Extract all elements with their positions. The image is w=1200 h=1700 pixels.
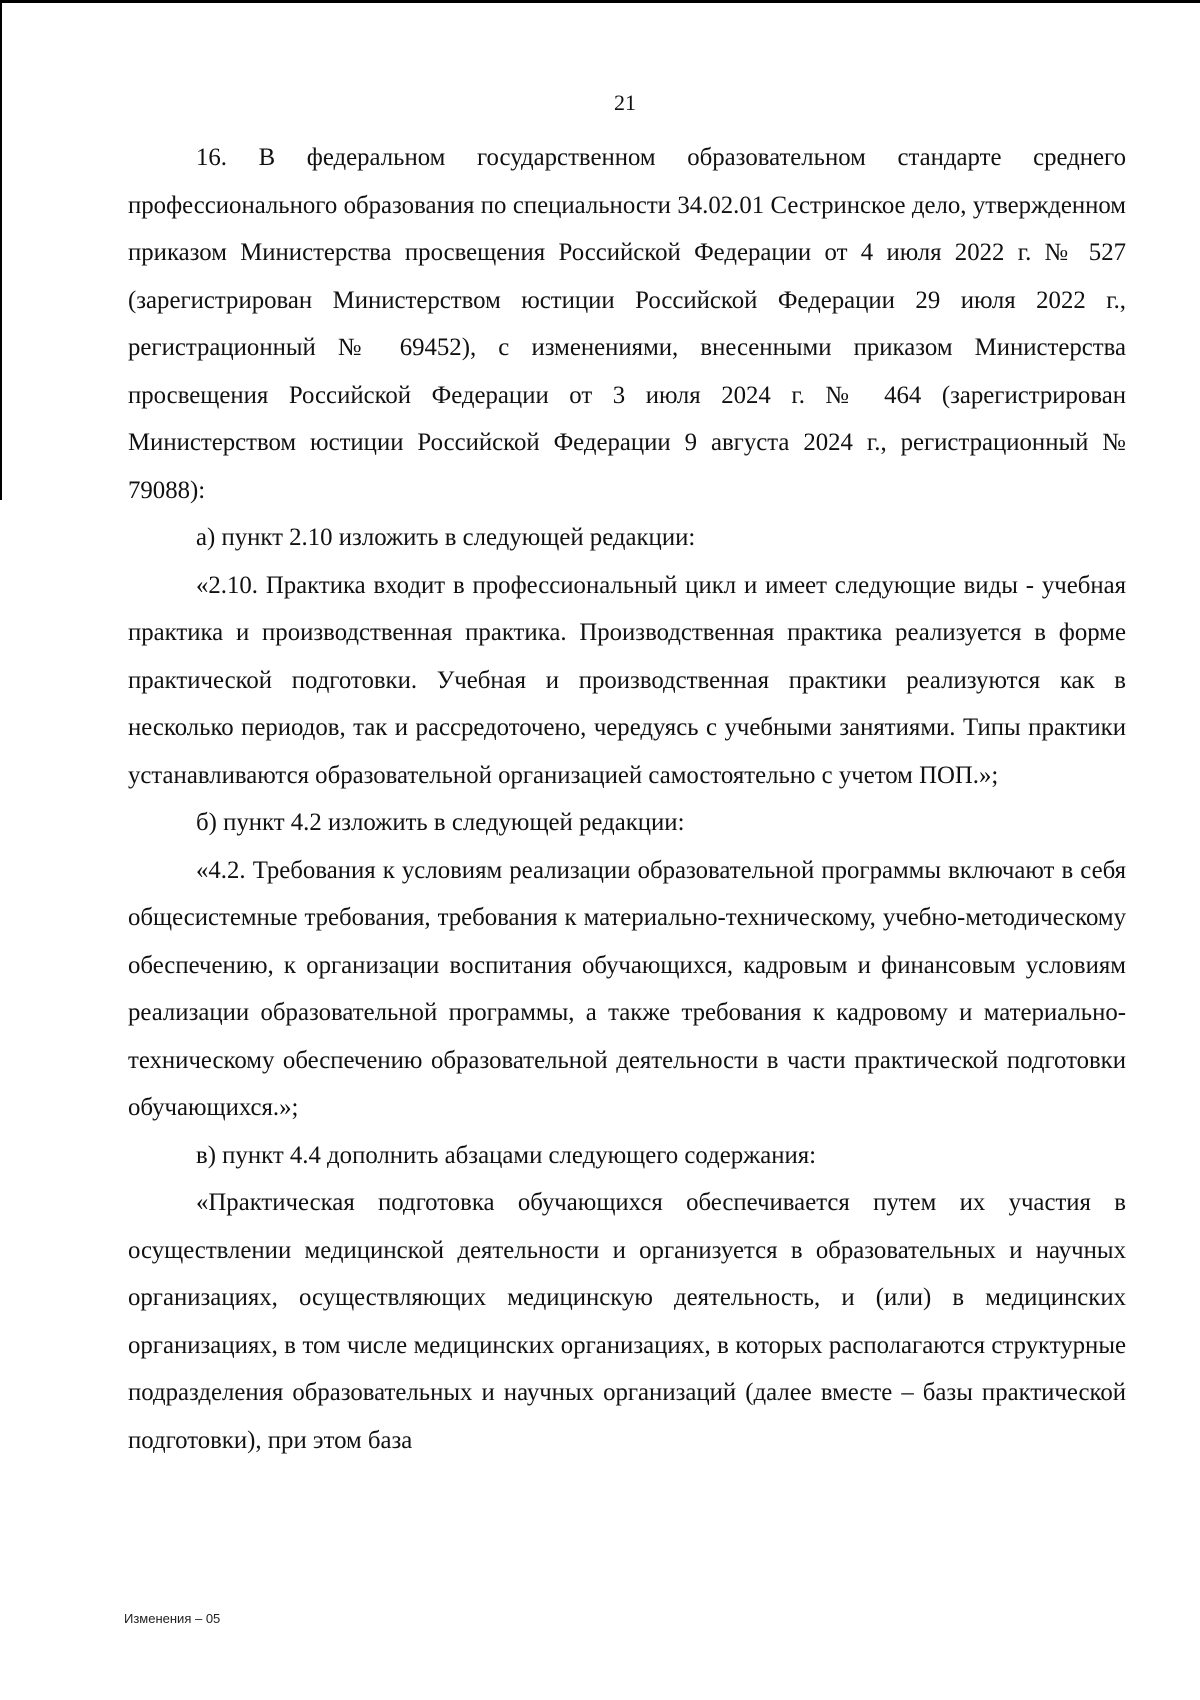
paragraph-item-b: б) пункт 4.2 изложить в следующей редакции: [196, 809, 685, 836]
paragraph-clause-4-2: «4.2. Требования к условиям реализации образовательной программы включают в себя общесистемные требования, требования к материально-техническому, учебно-методическому обеспечению, к организации воспитания обучающихся, кадровым и финансовым условиям реализации образовательной программы, а также требования к кадровому и материально-техническому обеспечению образовательной деятельности в части практической подготовки обучающихся.»; [128, 856, 1126, 1121]
paragraph-clause-2-10: «2.10. Практика входит в профессиональный цикл и имеет следующие виды - учебная практика и производственная практика. Производственная практика реализуется в форме практической подготовки. Учебная и производственная практики реализуются как в несколько периодов, так и рассредоточено, чередуясь с учебными занятиями. Типы практики устанавливаются образовательной организацией самостоятельно с учетом ПОП.»; [128, 571, 1126, 789]
paragraph-practical-training: «Практическая подготовка обучающихся обеспечивается путем их участия в осуществлении медицинской деятельности и организуется в образовательных и научных организациях, осуществляющих медицинскую деятельность, и (или) в медицинских организациях, в том числе медицинских организациях, в которых располагаются структурные подразделения образовательных и научных организаций (далее вместе – базы практической подготовки), при этом база [128, 1189, 1126, 1454]
paragraph-item-a: а) пункт 2.10 изложить в следующей редакции: [196, 524, 696, 551]
scan-border-left [0, 0, 2, 500]
page-number: 21 [614, 90, 636, 115]
scan-border-top [0, 0, 1200, 3]
document-body [128, 134, 1126, 1464]
paragraph-item-v: в) пункт 4.4 дополнить абзацами следующего содержания: [196, 1141, 817, 1169]
footer-revision-mark: Изменения – 05 [124, 1611, 221, 1626]
paragraph-amendment-16: 16. В федеральном государственном образовательном стандарте среднего профессионального образования по специальности 34.02.01 Сестринское дело, утвержденном приказом Министерства просвещения Российской Федерации от 4 июля 2022 г. № 527 (зарегистрирован Министерством юстиции Российской Федерации 29 июля 2022 г., регистрационный № 69452), с изменениями, внесенными приказом Министерства просвещения Российской Федерации от 3 июля 2024 г. № 464 (зарегистрирован Министерством юстиции Российской Федерации 9 августа 2024 г., регистрационный № 79088): [128, 144, 1126, 504]
